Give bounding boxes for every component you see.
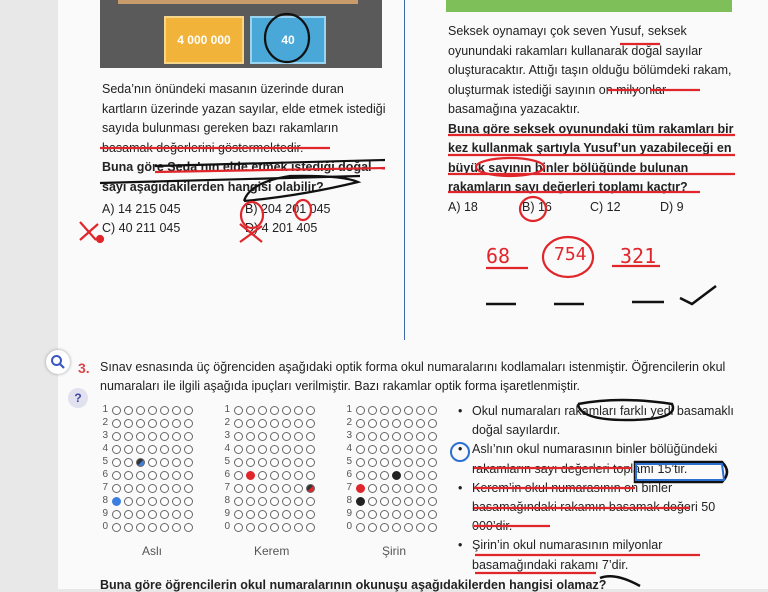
answer-bubble[interactable]	[148, 523, 157, 532]
answer-bubble[interactable]	[148, 406, 157, 415]
answer-bubble[interactable]	[270, 497, 279, 506]
answer-bubble[interactable]	[124, 419, 133, 428]
answer-bubble[interactable]	[246, 419, 255, 428]
answer-bubble[interactable]	[368, 458, 377, 467]
answer-bubble[interactable]	[160, 510, 169, 519]
answer-bubble[interactable]	[184, 523, 193, 532]
answer-bubble[interactable]	[148, 497, 157, 506]
answer-bubble[interactable]	[416, 484, 425, 493]
answer-bubble[interactable]	[404, 510, 413, 519]
name-sirin: Şirin	[382, 544, 407, 558]
answer-bubble[interactable]	[234, 497, 243, 506]
answer-bubble[interactable]	[234, 510, 243, 519]
answer-bubble[interactable]	[112, 406, 121, 415]
row-label: 3	[102, 430, 108, 441]
answer-bubble[interactable]	[112, 523, 121, 532]
question-3-text: Sınav esnasında üç öğrenciden aşağıdaki optik forma okul numaralarını kodlamaları istenmiştir. Öğrencilerin okul numaraları ile ilgili aşağıda ipuçları verilmiştir. Bazı rakamlar optik forma işaretlenmiştir.	[100, 360, 726, 393]
answer-bubble[interactable]	[234, 523, 243, 532]
right-option-a[interactable]: A) 18	[448, 200, 478, 214]
answer-bubble[interactable]	[148, 484, 157, 493]
left-option-d[interactable]: D) 4 201 405	[245, 221, 318, 235]
answer-bubble[interactable]	[380, 510, 389, 519]
row-label: 4	[224, 443, 230, 454]
answer-bubble[interactable]	[270, 445, 279, 454]
answer-bubble[interactable]	[160, 497, 169, 506]
answer-bubble[interactable]	[184, 471, 193, 480]
answer-bubble[interactable]	[136, 523, 145, 532]
answer-bubble[interactable]	[112, 471, 121, 480]
row-label: 9	[224, 508, 230, 519]
answer-bubble[interactable]	[270, 471, 279, 480]
answer-bubble[interactable]	[270, 523, 279, 532]
answer-bubble[interactable]	[112, 497, 121, 506]
answer-bubble[interactable]	[136, 471, 145, 480]
right-option-d[interactable]: D) 9	[660, 200, 684, 214]
answer-bubble[interactable]	[416, 419, 425, 428]
answer-bubble[interactable]	[270, 432, 279, 441]
help-button[interactable]	[68, 388, 88, 408]
answer-bubble[interactable]	[428, 484, 437, 493]
answer-bubble[interactable]	[246, 510, 255, 519]
answer-bubble[interactable]	[294, 497, 303, 506]
answer-bubble[interactable]	[172, 471, 181, 480]
answer-bubble[interactable]	[356, 419, 365, 428]
answer-bubble[interactable]	[404, 406, 413, 415]
answer-bubble[interactable]	[368, 510, 377, 519]
answer-bubble[interactable]	[258, 458, 267, 467]
answer-bubble[interactable]	[258, 432, 267, 441]
right-question-stem: Seksek oynamayı çok seven Yusuf, seksek oyunundaki rakamları kullanarak doğal sayılar oluşturacaktır. Attığı taşın olduğu bölümdeki rakam, oluşturmak istediği sayının on milyonlar basamağına yazacaktır.	[448, 24, 732, 116]
answer-bubble[interactable]	[404, 419, 413, 428]
answer-bubble[interactable]	[428, 510, 437, 519]
row-label: 7	[346, 482, 352, 493]
answer-bubble[interactable]	[306, 419, 315, 428]
answer-bubble[interactable]	[380, 432, 389, 441]
answer-bubble[interactable]	[160, 432, 169, 441]
answer-bubble[interactable]	[234, 406, 243, 415]
row-label: 0	[346, 521, 352, 532]
row-label: 5	[346, 456, 352, 467]
answer-bubble[interactable]	[172, 458, 181, 467]
answer-bubble[interactable]	[416, 445, 425, 454]
row-label: 2	[102, 417, 108, 428]
answer-bubble[interactable]	[246, 445, 255, 454]
answer-bubble[interactable]	[392, 484, 401, 493]
answer-bubble[interactable]	[124, 497, 133, 506]
clue-1: • Okul numaraları rakamları farklı yedi basamaklı doğal sayılardır.	[458, 402, 738, 440]
answer-bubble[interactable]	[184, 406, 193, 415]
answer-bubble[interactable]	[112, 445, 121, 454]
row-label: 5	[224, 456, 230, 467]
answer-bubble[interactable]	[356, 523, 365, 532]
answer-bubble[interactable]	[246, 523, 255, 532]
handwritten-68: 68	[486, 244, 511, 268]
answer-bubble[interactable]	[234, 432, 243, 441]
answer-bubble[interactable]	[356, 445, 365, 454]
answer-bubble[interactable]	[380, 458, 389, 467]
answer-bubble[interactable]	[258, 523, 267, 532]
row-label: 3	[346, 430, 352, 441]
answer-bubble[interactable]	[234, 471, 243, 480]
answer-bubble[interactable]	[148, 510, 157, 519]
answer-bubble[interactable]	[282, 484, 291, 493]
answer-bubble[interactable]	[136, 484, 145, 493]
right-option-c[interactable]: C) 12	[590, 200, 621, 214]
answer-bubble[interactable]	[392, 419, 401, 428]
answer-bubble[interactable]	[416, 432, 425, 441]
row-label: 4	[102, 443, 108, 454]
answer-bubble[interactable]	[294, 432, 303, 441]
right-question	[448, 22, 738, 198]
answer-bubble[interactable]	[294, 419, 303, 428]
answer-bubble[interactable]	[282, 497, 291, 506]
answer-bubble[interactable]	[172, 445, 181, 454]
answer-bubble[interactable]	[294, 510, 303, 519]
answer-bubble[interactable]	[160, 445, 169, 454]
answer-bubble[interactable]	[148, 445, 157, 454]
answer-bubble[interactable]	[160, 419, 169, 428]
answer-bubble[interactable]	[306, 406, 315, 415]
answer-bubble[interactable]	[368, 406, 377, 415]
answer-bubble[interactable]	[380, 406, 389, 415]
row-label: 7	[102, 482, 108, 493]
answer-bubble[interactable]	[404, 432, 413, 441]
clues-list	[458, 402, 738, 575]
answer-bubble[interactable]	[112, 484, 121, 493]
answer-bubble[interactable]	[136, 432, 145, 441]
answer-bubble[interactable]	[112, 419, 121, 428]
answer-bubble[interactable]	[368, 419, 377, 428]
answer-bubble[interactable]	[404, 458, 413, 467]
answer-bubble[interactable]	[282, 445, 291, 454]
answer-bubble[interactable]	[172, 419, 181, 428]
row-label: 0	[224, 521, 230, 532]
answer-bubble[interactable]	[160, 458, 169, 467]
answer-bubble[interactable]	[368, 484, 377, 493]
answer-bubble[interactable]	[380, 419, 389, 428]
answer-bubble[interactable]	[392, 458, 401, 467]
answer-bubble[interactable]	[356, 406, 365, 415]
row-label: 6	[102, 469, 108, 480]
row-label: 0	[102, 521, 108, 532]
answer-bubble[interactable]	[416, 406, 425, 415]
card-4000000: 4 000 000	[164, 16, 244, 64]
answer-bubble[interactable]	[184, 510, 193, 519]
answer-bubble[interactable]	[136, 406, 145, 415]
answer-bubble[interactable]	[124, 458, 133, 467]
answer-bubble[interactable]	[160, 471, 169, 480]
answer-bubble[interactable]	[270, 406, 279, 415]
answer-bubble[interactable]	[392, 406, 401, 415]
answer-bubble[interactable]	[160, 484, 169, 493]
answer-bubble[interactable]	[282, 471, 291, 480]
answer-bubble[interactable]	[234, 484, 243, 493]
answer-bubble[interactable]	[124, 406, 133, 415]
right-option-b[interactable]: B) 16	[522, 200, 552, 214]
answer-bubble[interactable]	[306, 445, 315, 454]
answer-bubble[interactable]	[184, 432, 193, 441]
answer-bubble[interactable]	[270, 419, 279, 428]
answer-bubble[interactable]	[306, 471, 315, 480]
answer-bubble[interactable]	[124, 432, 133, 441]
answer-bubble[interactable]	[356, 510, 365, 519]
answer-bubble[interactable]	[282, 458, 291, 467]
answer-bubble[interactable]	[282, 406, 291, 415]
answer-bubble[interactable]	[112, 458, 121, 467]
answer-bubble[interactable]	[172, 510, 181, 519]
answer-bubble[interactable]	[160, 406, 169, 415]
answer-bubble[interactable]	[234, 445, 243, 454]
answer-bubble[interactable]	[416, 510, 425, 519]
row-label: 8	[346, 495, 352, 506]
row-label: 1	[102, 404, 108, 415]
answer-bubble[interactable]	[270, 458, 279, 467]
answer-bubble[interactable]	[356, 432, 365, 441]
answer-bubble[interactable]	[356, 484, 365, 493]
answer-bubble[interactable]	[234, 419, 243, 428]
answer-bubble[interactable]	[404, 445, 413, 454]
answer-bubble[interactable]	[428, 497, 437, 506]
answer-bubble[interactable]	[428, 406, 437, 415]
answer-bubble[interactable]	[148, 419, 157, 428]
row-label: 8	[224, 495, 230, 506]
clue-4: • Şirin’in okul numarasının milyonlar basamağındaki rakamı 7’dir.	[458, 536, 738, 574]
answer-bubble[interactable]	[270, 484, 279, 493]
left-option-c[interactable]: C) 40 211 045	[102, 221, 181, 235]
table-edge	[118, 0, 358, 4]
answer-bubble[interactable]	[392, 445, 401, 454]
answer-bubble[interactable]	[294, 484, 303, 493]
handwritten-321: 321	[620, 244, 657, 268]
answer-bubble[interactable]	[306, 484, 315, 493]
answer-bubble[interactable]	[282, 432, 291, 441]
answer-bubble[interactable]	[380, 471, 389, 480]
answer-bubble[interactable]	[124, 510, 133, 519]
answer-bubble[interactable]	[112, 510, 121, 519]
clue-3: • Kerem’in okul numarasının on binler basamağındaki rakamın basamak değeri 50 000’dir.	[458, 479, 738, 537]
left-option-b[interactable]: B) 204 201 045	[245, 202, 331, 216]
answer-bubble[interactable]	[184, 484, 193, 493]
answer-bubble[interactable]	[404, 484, 413, 493]
answer-bubble[interactable]	[392, 497, 401, 506]
card-40: 40	[250, 16, 326, 64]
answer-bubble[interactable]	[246, 458, 255, 467]
answer-bubble[interactable]	[136, 497, 145, 506]
answer-bubble[interactable]	[368, 471, 377, 480]
seksek-image	[446, 0, 732, 12]
answer-bubble[interactable]	[112, 432, 121, 441]
answer-bubble[interactable]	[306, 497, 315, 506]
clue-2: • Aslı’nın okul numarasının binler bölüğündeki rakamların sayı değerleri toplamı 15’tir.	[458, 440, 738, 478]
left-option-a[interactable]: A) 14 215 045	[102, 202, 181, 216]
left-question	[102, 80, 392, 197]
answer-bubble[interactable]	[306, 458, 315, 467]
answer-bubble[interactable]	[282, 523, 291, 532]
answer-bubble[interactable]	[416, 471, 425, 480]
answer-bubble[interactable]	[306, 523, 315, 532]
answer-bubble[interactable]	[172, 497, 181, 506]
left-question-stem: Seda’nın önündeki masanın üzerinde duran kartların üzerinde yazan sayılar, elde etmek istediği sayıda bulunması gereken bazı rakamların basamak değerlerini göstermektedir.	[102, 82, 386, 155]
answer-bubble[interactable]	[246, 484, 255, 493]
row-label: 1	[346, 404, 352, 415]
answer-bubble[interactable]	[428, 419, 437, 428]
answer-bubble[interactable]	[416, 523, 425, 532]
row-label: 9	[346, 508, 352, 519]
answer-bubble[interactable]	[258, 510, 267, 519]
answer-bubble[interactable]	[306, 432, 315, 441]
answer-bubble[interactable]	[356, 471, 365, 480]
answer-bubble[interactable]	[416, 458, 425, 467]
answer-bubble[interactable]	[416, 497, 425, 506]
row-label: 5	[102, 456, 108, 467]
name-asli: Aslı	[142, 544, 163, 558]
answer-bubble[interactable]	[184, 445, 193, 454]
answer-bubble[interactable]	[184, 419, 193, 428]
answer-bubble[interactable]	[380, 484, 389, 493]
answer-bubble[interactable]	[246, 432, 255, 441]
answer-bubble[interactable]	[294, 458, 303, 467]
answer-bubble[interactable]	[258, 484, 267, 493]
answer-bubble[interactable]	[428, 445, 437, 454]
row-label: 7	[224, 482, 230, 493]
answer-bubble[interactable]	[356, 458, 365, 467]
answer-bubble[interactable]	[124, 484, 133, 493]
answer-bubble[interactable]	[428, 471, 437, 480]
answer-bubble[interactable]	[172, 484, 181, 493]
search-button[interactable]	[46, 350, 70, 374]
answer-bubble[interactable]	[368, 432, 377, 441]
answer-bubble[interactable]	[428, 458, 437, 467]
right-question-prompt: Buna göre seksek oyunundaki tüm rakamları bir kez kullanmak şartıyla Yusuf’un yazabileceği en büyük sayının binler bölüğünde bulunan rakamların sayı değerleri toplamı kaçtır?	[448, 121, 734, 194]
handwritten-754: 754	[554, 244, 587, 265]
answer-bubble[interactable]	[148, 471, 157, 480]
answer-bubble[interactable]	[428, 523, 437, 532]
answer-bubble[interactable]	[380, 523, 389, 532]
answer-bubble[interactable]	[184, 458, 193, 467]
answer-bubble[interactable]	[294, 523, 303, 532]
answer-bubble[interactable]	[172, 432, 181, 441]
answer-bubble[interactable]	[404, 523, 413, 532]
answer-bubble[interactable]	[392, 471, 401, 480]
answer-bubble[interactable]	[160, 523, 169, 532]
row-label: 9	[102, 508, 108, 519]
answer-bubble[interactable]	[294, 445, 303, 454]
row-label: 2	[346, 417, 352, 428]
answer-bubble[interactable]	[380, 445, 389, 454]
answer-bubble[interactable]	[258, 445, 267, 454]
answer-bubble[interactable]	[404, 471, 413, 480]
answer-bubble[interactable]	[294, 406, 303, 415]
row-label: 6	[346, 469, 352, 480]
answer-bubble[interactable]	[294, 471, 303, 480]
answer-bubble[interactable]	[172, 406, 181, 415]
answer-bubble[interactable]	[246, 497, 255, 506]
answer-bubble[interactable]	[124, 523, 133, 532]
answer-bubble[interactable]	[392, 510, 401, 519]
answer-bubble[interactable]	[356, 497, 365, 506]
answer-bubble[interactable]	[392, 523, 401, 532]
column-divider	[404, 0, 405, 340]
answer-bubble[interactable]	[246, 406, 255, 415]
cards-image	[100, 0, 382, 68]
answer-bubble[interactable]	[172, 523, 181, 532]
answer-bubble[interactable]	[124, 445, 133, 454]
search-icon	[50, 354, 66, 370]
row-label: 3	[224, 430, 230, 441]
answer-bubble[interactable]	[136, 445, 145, 454]
name-kerem: Kerem	[254, 544, 290, 558]
answer-bubble[interactable]	[246, 471, 255, 480]
answer-bubble[interactable]	[368, 445, 377, 454]
row-label: 4	[346, 443, 352, 454]
answer-bubble[interactable]	[306, 510, 315, 519]
question-3-number: 3.	[78, 360, 90, 376]
answer-bubble[interactable]	[124, 471, 133, 480]
row-label: 2	[224, 417, 230, 428]
answer-bubble[interactable]	[380, 497, 389, 506]
row-label: 8	[102, 495, 108, 506]
help-icon: ?	[74, 391, 82, 405]
answer-bubble[interactable]	[148, 458, 157, 467]
answer-bubble[interactable]	[428, 432, 437, 441]
answer-bubble[interactable]	[258, 471, 267, 480]
answer-bubble[interactable]	[136, 510, 145, 519]
row-label: 1	[224, 404, 230, 415]
answer-bubble[interactable]	[368, 497, 377, 506]
answer-bubble[interactable]	[136, 458, 145, 467]
answer-bubble[interactable]	[136, 419, 145, 428]
answer-bubble[interactable]	[258, 406, 267, 415]
answer-bubble[interactable]	[148, 432, 157, 441]
answer-bubble[interactable]	[258, 497, 267, 506]
row-label: 6	[224, 469, 230, 480]
answer-bubble[interactable]	[258, 419, 267, 428]
answer-bubble[interactable]	[184, 497, 193, 506]
answer-bubble[interactable]	[270, 510, 279, 519]
answer-bubble[interactable]	[234, 458, 243, 467]
answer-bubble[interactable]	[392, 432, 401, 441]
answer-bubble[interactable]	[282, 510, 291, 519]
left-question-prompt: Buna göre Seda’nın elde etmek istediği doğal sayı aşağıdakilerden hangisi olabilir?	[102, 160, 372, 194]
answer-bubble[interactable]	[282, 419, 291, 428]
answer-bubble[interactable]	[368, 523, 377, 532]
question-3-prompt: Buna göre öğrencilerin okul numaralarının okunuşu aşağıdakilerden hangisi olamaz?	[100, 578, 607, 592]
answer-bubble[interactable]	[404, 497, 413, 506]
